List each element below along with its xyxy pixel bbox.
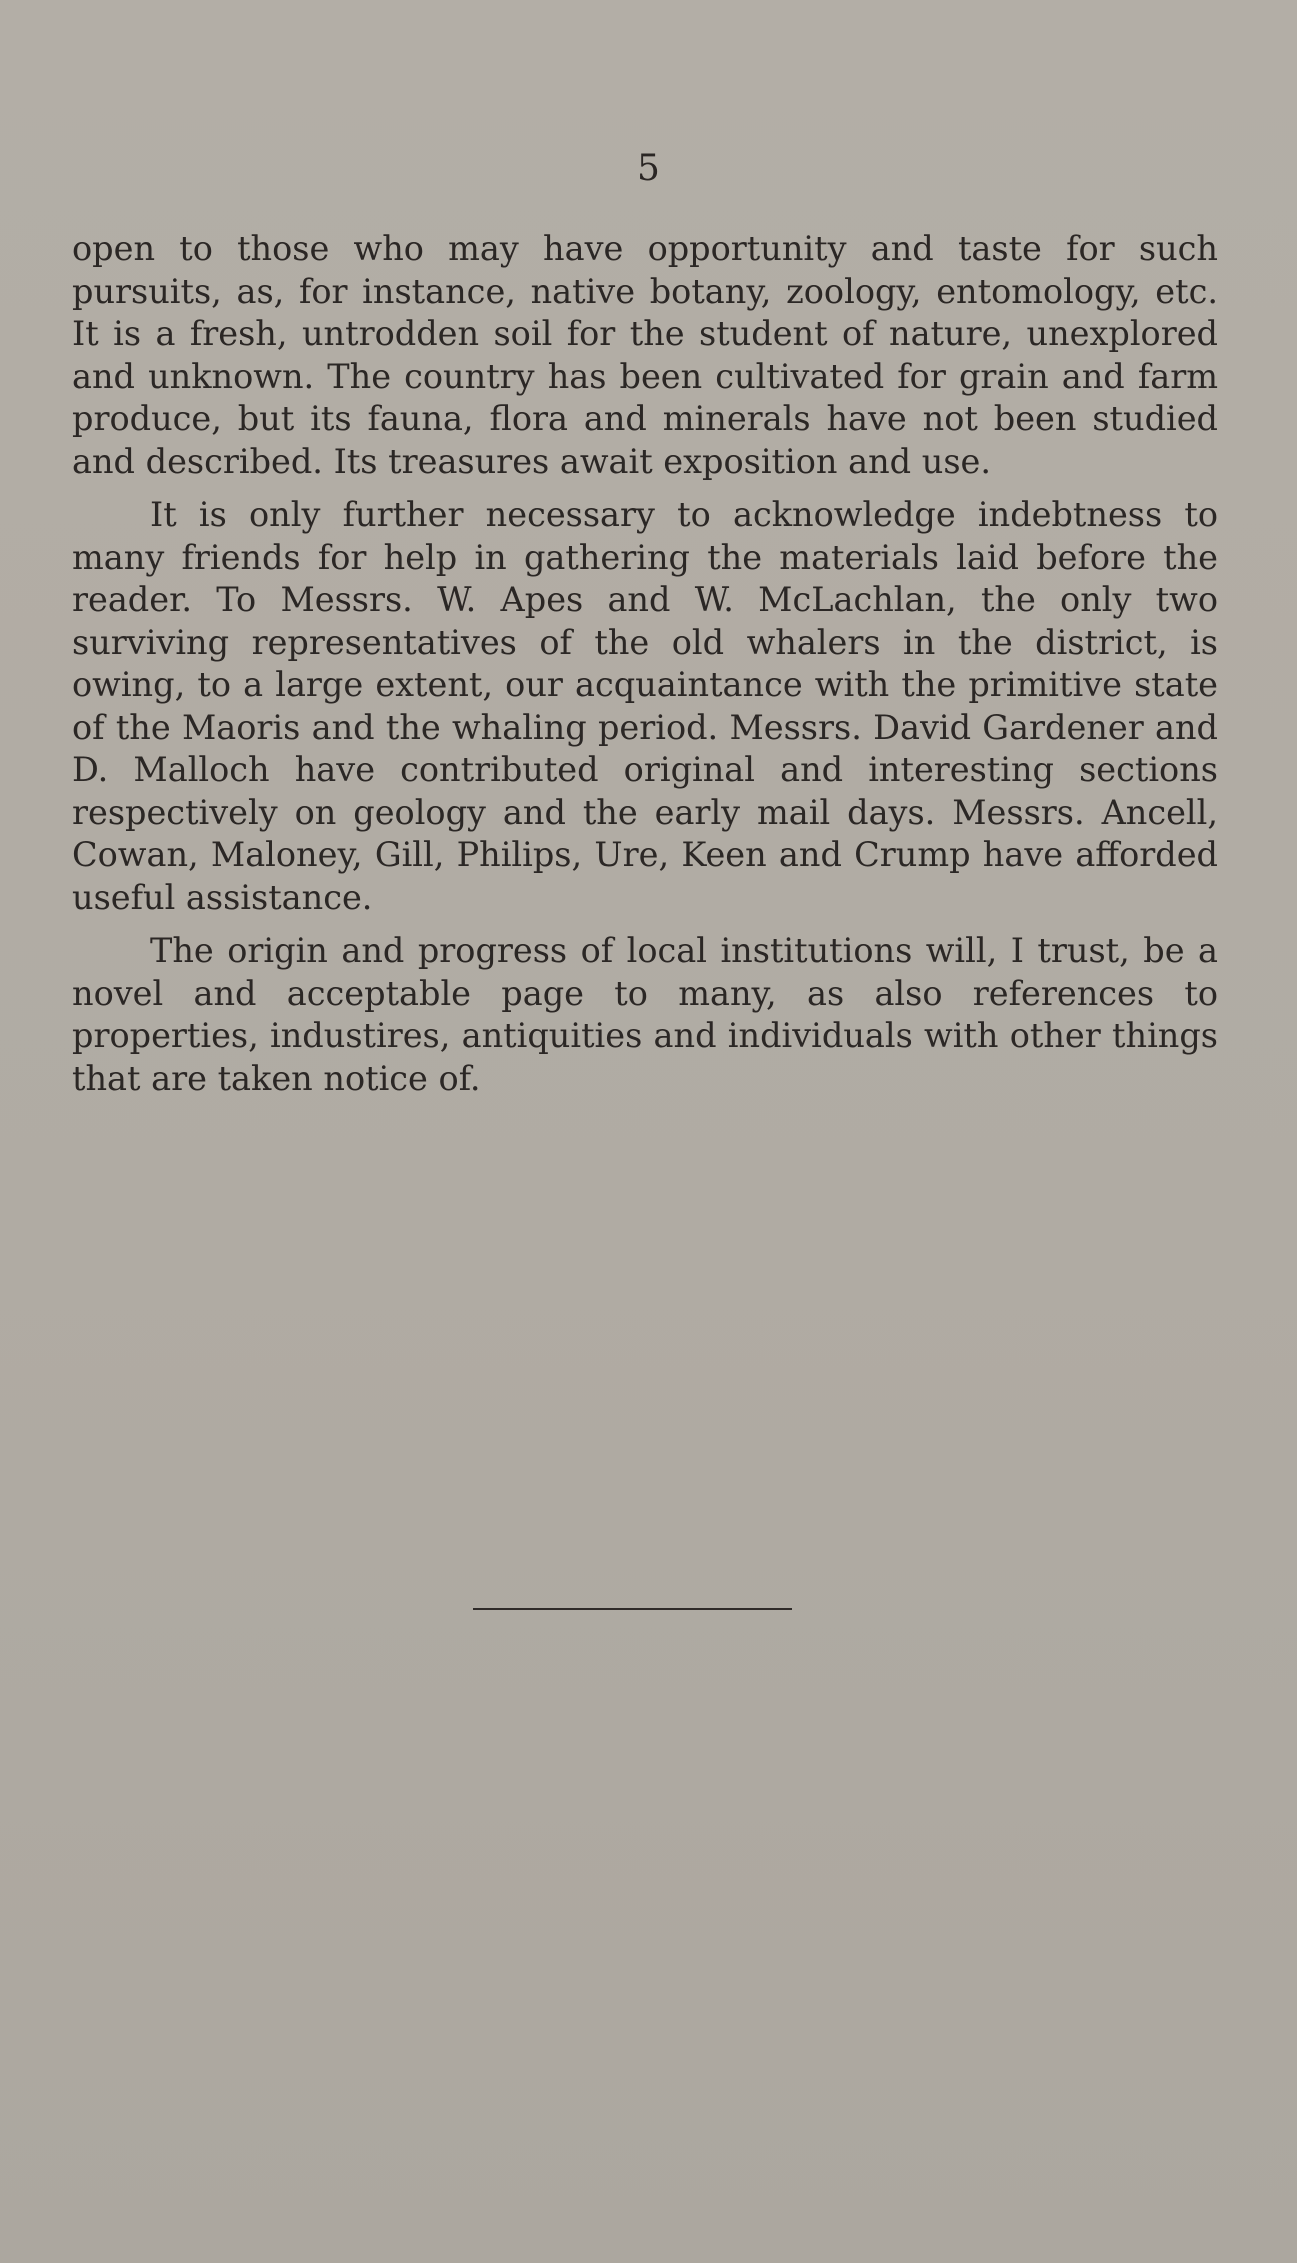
paragraph-institutions: The origin and progress of local institutions will, I trust, be a novel and acceptable page to many, as also references to properties, industires, antiquities and individuals with other things that are taken notice of. xyxy=(72,931,1218,1098)
paragraph-acknowledgements: It is only further necessary to acknowledge indebtness to many friends for help in gathering the materials laid before the reader. To Messrs. W. Apes and W. McLachlan, the only two surviving representatives of the old whalers in the district, is owing, to a large extent, our acquaintance with the primitive state of the Maoris and the whaling period. Messrs. David Gardener and D. Malloch have contributed original and interesting sections respectively on geology and the early mail days. Messrs. Ancell, Cowan, Maloney, Gill, Philips, Ure, Keen and Crump have afforded useful assistance. xyxy=(72,495,1218,917)
paragraph-continuation: open to those who may have opportunity and taste for such pursuits, as, for instance, native botany, zoology, entomology, etc. It is a fresh, untrodden soil for the student of nature, unexplored and unknown. The country has been cultivated for grain and farm produce, but its fauna, flora and minerals have not been studied and described. Its treasures await exposition and use. xyxy=(72,229,1218,481)
body-text xyxy=(72,228,1218,1111)
section-end-rule xyxy=(473,1608,792,1610)
page-number: 5 xyxy=(637,148,660,189)
